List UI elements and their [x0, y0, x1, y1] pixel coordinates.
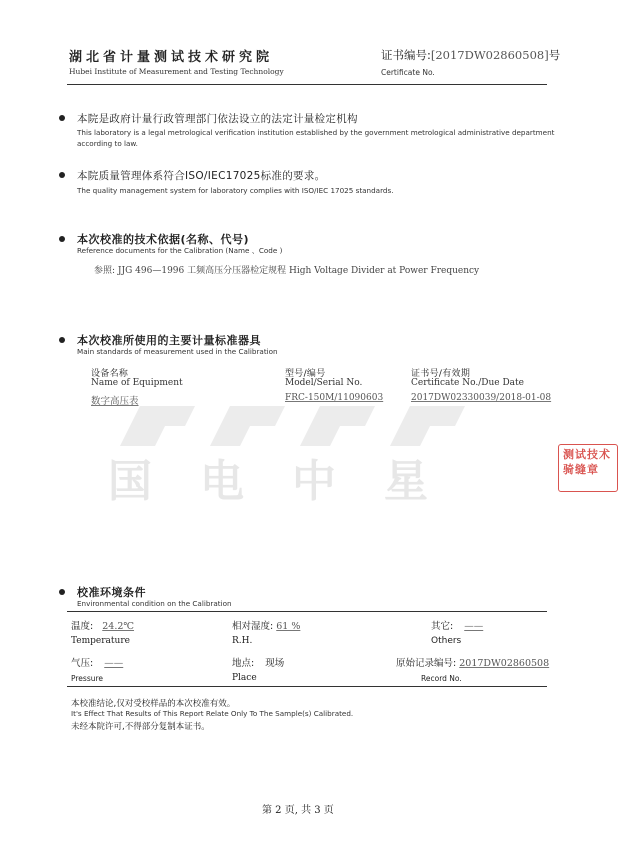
temperature-en: Temperature [71, 636, 130, 646]
certificate-suffix: 号 [548, 48, 561, 62]
humidity-en: R.H. [232, 636, 253, 646]
column-cert-cn: 证书号/有效期 [411, 369, 471, 379]
statement-quality-cn: 本院质量管理体系符合ISO/IEC17025标准的要求。 [77, 170, 326, 182]
certificate-number [381, 47, 560, 63]
column-model-en: Model/Serial No. [285, 378, 363, 388]
record-en: Record No. [421, 674, 462, 683]
statement-quality-en: The quality management system for laboratory complies with ISO/IEC 17025 standards. [77, 186, 394, 195]
pressure-label: 气压: [71, 658, 94, 669]
others-label: 其它: [431, 621, 454, 632]
pressure-value: —— [104, 658, 124, 669]
statement-legal-cn: 本院是政府计量行政管理部门依法设立的法定计量检定机构 [77, 113, 358, 125]
environment-title-en: Environmental condition on the Calibration [77, 599, 232, 608]
note-validity-cn: 本校准结论,仅对受校样品的本次校准有效。 [71, 699, 236, 709]
pressure-en: Pressure [71, 674, 104, 683]
statement-legal-en-2: according to law. [77, 139, 138, 148]
bullet-icon [59, 337, 65, 343]
record-field [396, 655, 549, 669]
stamp-line-2: 骑缝章 [563, 463, 599, 476]
bullet-icon [59, 172, 65, 178]
humidity-value: 61 % [276, 621, 301, 632]
watermark-text: 国电中星 [108, 456, 476, 507]
header-divider [67, 84, 547, 85]
page-number: 第 2 页, 共 3 页 [262, 805, 334, 816]
seam-stamp [558, 444, 618, 492]
place-en: Place [232, 673, 257, 683]
note-validity-en: It's Effect That Results of This Report Relate Only To The Sample(s) Calibrated. [71, 709, 354, 718]
basis-title-cn: 本次校准的技术依据(名称、代号) [77, 233, 250, 246]
record-value: 2017DW02860508 [459, 658, 550, 669]
basis-title-en: Reference documents for the Calibration (Name 、Code ) [77, 246, 283, 255]
basis-reference: 参照: JJG 496—1996 工频高压分压器检定规程 High Voltage Divider at Power Frequency [94, 266, 480, 276]
others-en: Others [431, 636, 462, 646]
bullet-icon [59, 236, 65, 242]
place-value: 现场 [265, 658, 285, 669]
watermark-logo [100, 402, 500, 450]
others-field [431, 618, 483, 632]
humidity-label: 相对湿度: [232, 621, 274, 632]
statement-legal-en-1: This laboratory is a legal metrological verification institution established by the government metrological administrative department [77, 128, 555, 137]
temperature-value: 24.2℃ [102, 621, 135, 632]
bullet-icon [59, 589, 65, 595]
certificate-number-value: [2017DW02860508] [430, 48, 549, 62]
certificate-label-en: Certificate No. [381, 68, 435, 77]
temperature-field [71, 618, 134, 632]
institute-name-cn: 湖北省计量测试技术研究院 [69, 50, 274, 65]
certificate-label: 证书编号: [381, 48, 431, 62]
record-label: 原始记录编号: [396, 658, 457, 669]
temperature-label: 温度: [71, 621, 94, 632]
standards-title-en: Main standards of measurement used in the Calibration [77, 347, 278, 356]
equipment-model: FRC-150M/11090603 [285, 393, 384, 403]
column-model-cn: 型号/编号 [285, 369, 326, 379]
institute-name-en: Hubei Institute of Measurement and Testing Technology [69, 67, 284, 76]
pressure-field [71, 655, 123, 669]
column-cert-en: Certificate No./Due Date [411, 378, 524, 388]
column-name-cn: 设备名称 [91, 369, 129, 379]
others-value: —— [464, 621, 484, 632]
environment-title-cn: 校准环境条件 [77, 586, 146, 599]
bullet-icon [59, 115, 65, 121]
humidity-field [232, 618, 300, 632]
equipment-name: 数字高压表 [91, 396, 139, 407]
note-copy-cn: 未经本院许可,不得部分复制本证书。 [71, 722, 210, 732]
column-name-en: Name of Equipment [91, 378, 183, 388]
environment-bottom-border [67, 686, 547, 687]
stamp-line-1: 测试技术 [563, 448, 611, 461]
environment-top-border [67, 611, 547, 612]
place-label: 地点: [232, 658, 255, 669]
standards-title-cn: 本次校准所使用的主要计量标准器具 [77, 334, 261, 347]
equipment-cert: 2017DW02330039/2018-01-08 [411, 393, 552, 403]
place-field [232, 655, 284, 669]
